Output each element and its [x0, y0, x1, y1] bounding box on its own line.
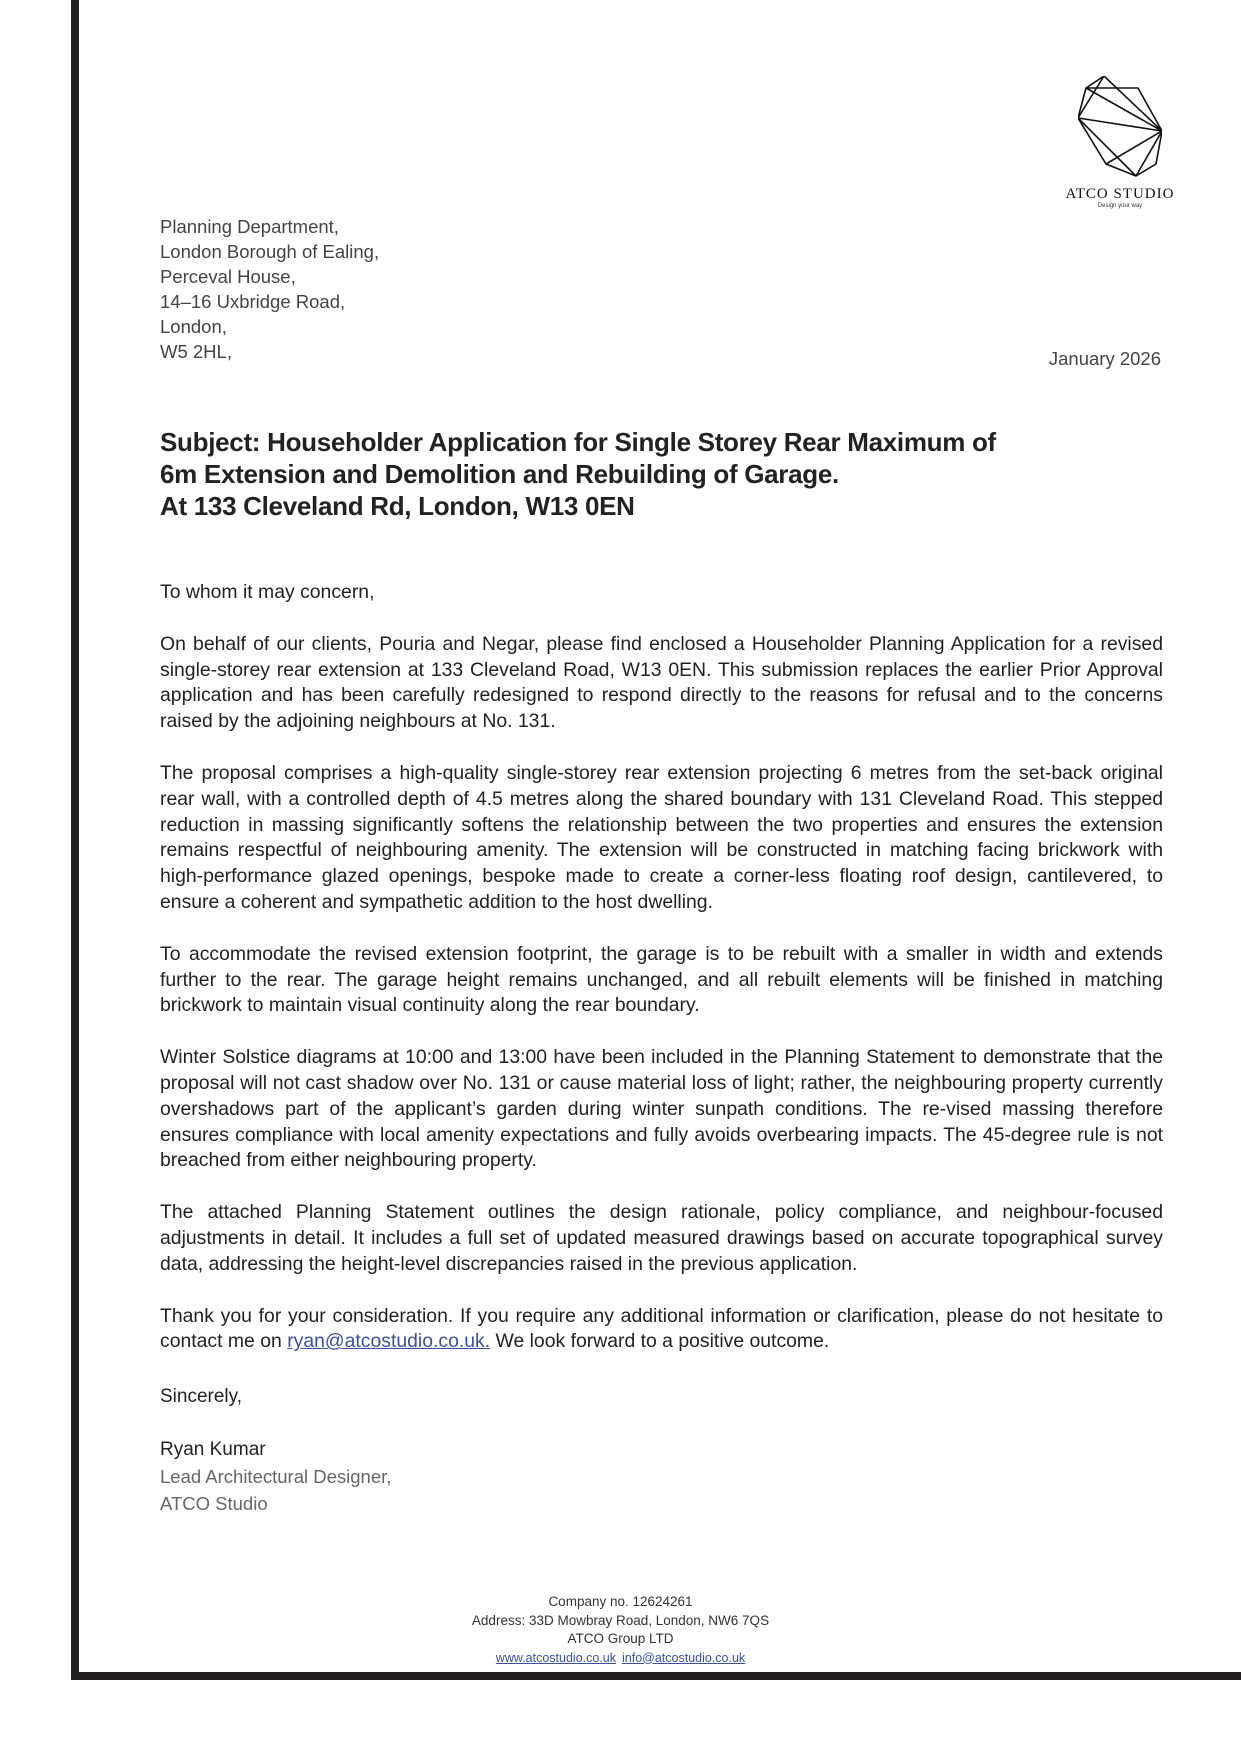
recipient-line: London, — [160, 316, 227, 337]
body-paragraph: On behalf of our clients, Pouria and Negar, please find enclosed a Householder Planning Application for a revised single-storey rear extension at 133 Cleveland Road, W13 0EN. This submission replaces the earlier Prior Approval application and has been carefully redesigned to respond directly to the reasons for refusal and to the concerns raised by the adjoining neighbours at No. 131. — [160, 632, 1163, 733]
footer-email-link[interactable]: info@atcostudio.co.uk — [622, 1650, 746, 1665]
recipient-line: W5 2HL, — [160, 341, 232, 362]
closing-text-after-link: We look forward to a positive outcome. — [490, 1330, 830, 1353]
subject-line: 6m Extension and Demolition and Rebuilding of Garage. — [160, 459, 839, 489]
letter-body — [160, 580, 1163, 1381]
recipient-line: Perceval House, — [160, 266, 296, 287]
logo-tagline: Design your way — [1097, 203, 1143, 209]
subject-line: At 133 Cleveland Rd, London, W13 0EN — [160, 491, 635, 521]
body-paragraph: The attached Planning Statement outlines the design rationale, policy compliance, and neighbour-focused adjustments in detail. It includes a full set of updated measured drawings based on accurate topographical survey data, addressing the height-level discrepancies raised in the previous application. — [160, 1201, 1163, 1275]
closing-text-before-link: Thank you for your consideration. If you require any additional information or clarification, please do not hesitate to contact me on — [160, 1304, 1163, 1353]
body-paragraph: The proposal comprises a high-quality single-storey rear extension projecting 6 metres from the set-back original rear wall, with a controlled depth of 4.5 metres along the shared boundary with 131 Cleveland Road. This stepped reduction in massing significantly softens the relationship between the two properties and ensures the extension remains respectful of neighbouring amenity. The extension will be constructed in matching facing brickwork with high-performance glazed openings, bespoke made to create a corner-less floating roof design, cantilevered, to ensure a coherent and sympathetic addition to the host dwelling. — [160, 761, 1163, 913]
signer-title: Lead Architectural Designer, — [160, 1466, 392, 1487]
signer-company: ATCO Studio — [160, 1493, 268, 1514]
company-logo — [1055, 76, 1185, 209]
footer-company-number: Company no. 12624261 — [548, 1594, 693, 1609]
page-frame-bottom-border — [71, 1672, 1241, 1680]
signature-block — [160, 1383, 391, 1517]
recipient-line: Planning Department, — [160, 216, 339, 237]
geometric-polyhedron-logo-icon — [1078, 76, 1162, 184]
signer-name: Ryan Kumar — [160, 1439, 266, 1460]
subject-line: Subject: Householder Application for Single Storey Rear Maximum of — [160, 427, 996, 457]
recipient-address — [160, 214, 379, 364]
footer-website-link[interactable]: www.atcostudio.co.uk — [495, 1650, 616, 1665]
footer-address: Address: 33D Mowbray Road, London, NW6 7QS — [471, 1612, 770, 1628]
logo-wordmark: ATCO STUDIO — [1065, 186, 1175, 202]
recipient-line: 14–16 Uxbridge Road, — [160, 291, 346, 312]
salutation: To whom it may concern, — [160, 581, 375, 603]
signoff: Sincerely, — [160, 1386, 243, 1407]
body-paragraph: Winter Solstice diagrams at 10:00 and 13:00 have been included in the Planning Statement to demonstrate that the proposal will not cast shadow over No. 131 or cause material loss of light; rather, the neighbouring property currently overshadows part of the applicant’s garden during winter sunpath conditions. The re-vised massing therefore ensures compliance with local amenity expectations and fully avoids overbearing impacts. The 45-degree rule is not breached from either neighbouring property. — [160, 1046, 1163, 1172]
page-footer — [0, 1593, 1241, 1667]
footer-group: ATCO Group LTD — [567, 1631, 674, 1646]
recipient-line: London Borough of Ealing, — [160, 241, 380, 262]
body-paragraph: To accommodate the revised extension footprint, the garage is to be rebuilt with a smaller in width and extends further to the rear. The garage height remains unchanged, and all rebuilt elements will be finished in matching brickwork to maintain visual continuity along the rear boundary. — [160, 942, 1163, 1017]
contact-email-link[interactable]: ryan@atcostudio.co.uk. — [287, 1330, 491, 1353]
letter-date: January 2026 — [1048, 348, 1161, 369]
closing-paragraph — [160, 1304, 1163, 1356]
footer-links — [0, 1649, 1241, 1668]
page-frame-left-border — [71, 0, 79, 1680]
subject-heading — [160, 426, 1120, 522]
